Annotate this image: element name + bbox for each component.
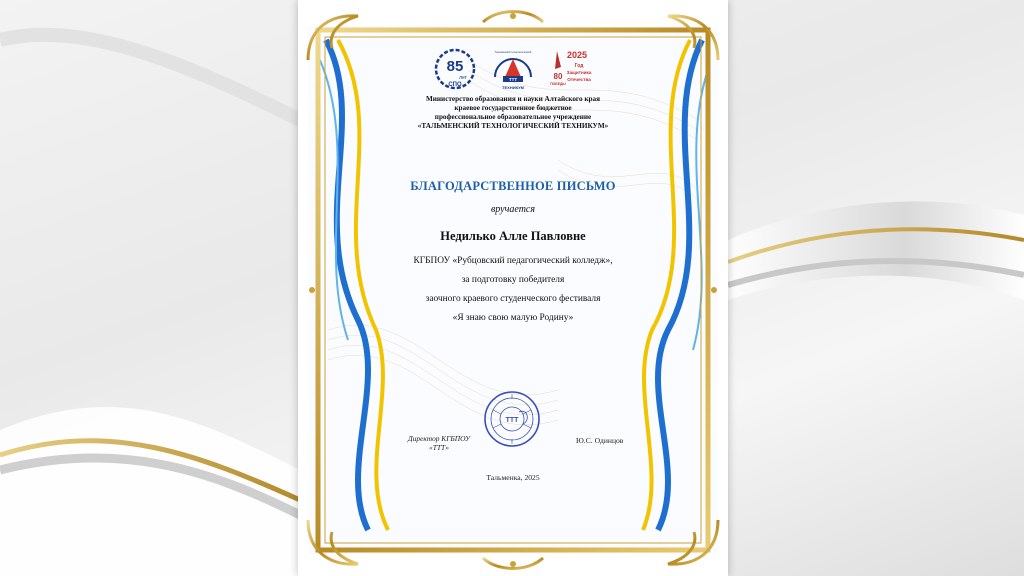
college-arc-text: Тальменский технологический [494, 51, 532, 54]
recipient-name: Недилько Алле Павловне [440, 229, 586, 243]
college-emblem-logo [491, 47, 535, 91]
body-line: заочного краевого студенческого фестиваля [425, 294, 601, 304]
anniversary-number: 85 [446, 58, 464, 75]
city-year: Тальменка, 2025 [486, 473, 540, 482]
header-line: Министерство образования и науки Алтайского края [425, 95, 601, 103]
body-line: КГБПОУ «Рубцовский педагогический колледж», [413, 256, 613, 266]
document-title: БЛАГОДАРСТВЕННОЕ ПИСЬМО [410, 179, 616, 193]
anniversary-caption1: лет [459, 75, 467, 81]
stamp-center-text: ТТТ [505, 417, 519, 424]
defender-line1: Год [574, 63, 584, 69]
college-bottom-text: ТЕХНИКУМ [502, 85, 524, 90]
certificate-sheet [298, 0, 728, 576]
header-line: краевое государственное бюджетное [454, 104, 572, 112]
defender-year-logo [549, 47, 593, 91]
institution-header [358, 95, 668, 131]
defender-line3: Отечества [567, 77, 591, 82]
awarded-text: вручается [490, 204, 536, 215]
director-line: «ТТТ» [429, 443, 449, 452]
logo-row [298, 46, 728, 92]
anniversary-85-logo [433, 47, 477, 91]
director-line: Директор КГБПОУ [408, 434, 470, 443]
anniversary-caption2: СПО [448, 82, 462, 88]
defender-badge-number: 80 [553, 72, 563, 81]
body-line: «Я знаю свою малую Родину» [452, 313, 574, 323]
signer-name: Ю.С. Одинцов [576, 436, 624, 445]
official-stamp [483, 390, 541, 448]
body-line: за подготовку победителя [461, 275, 565, 285]
defender-year: 2025 [566, 50, 588, 60]
defender-badge-text: ПОБЕДЫ [550, 82, 566, 86]
defender-line2: Защитника [566, 70, 592, 75]
director-title [394, 434, 484, 452]
header-line: «ТАЛЬМЕНСКИЙ ТЕХНОЛОГИЧЕСКИЙ ТЕХНИКУМ» [417, 122, 609, 130]
header-line: профессиональное образовательное учреждение [434, 113, 592, 121]
college-monogram: ТТТ [508, 77, 518, 82]
